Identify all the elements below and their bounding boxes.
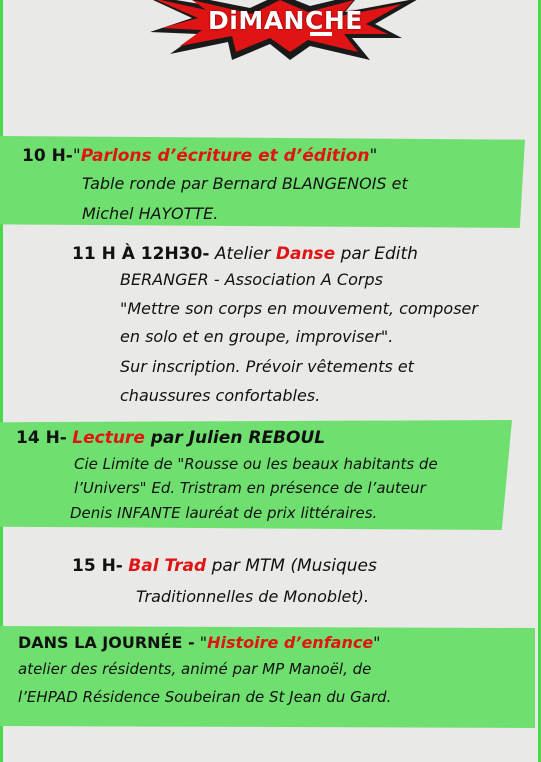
- event-title: Danse: [275, 244, 336, 264]
- page-title: DiMANCHE: [208, 6, 363, 35]
- event-suffix: par MTM (Musiques: [206, 556, 377, 576]
- event-suffix: par Julien REBOUL: [144, 428, 326, 448]
- event-heading: [72, 244, 418, 264]
- quote-mark: ": [199, 633, 208, 652]
- event-heading: [22, 146, 377, 166]
- event-prefix: Atelier: [214, 244, 276, 264]
- event-time: 15 H-: [72, 556, 123, 576]
- quote-mark: ": [72, 146, 81, 166]
- event-title: Parlons d’écriture et d’édition: [80, 146, 370, 166]
- event-detail: BERANGER - Association A Corps: [120, 270, 383, 289]
- event-detail: "Mettre son corps en mouvement, composer: [120, 299, 478, 318]
- event-detail: atelier des résidents, animé par MP Manoël, de: [18, 660, 372, 678]
- event-suffix: par Edith: [335, 244, 418, 264]
- event-detail: Table ronde par Bernard BLANGENOIS et: [82, 174, 408, 193]
- event-detail: l’Univers" Ed. Tristram en présence de l’auteur: [74, 479, 426, 497]
- event-detail: Denis INFANTE lauréat de prix littéraires.: [70, 504, 378, 522]
- event-detail: Sur inscription. Prévoir vêtements et: [120, 357, 414, 376]
- event-heading: [18, 633, 381, 652]
- event-detail: chaussures confortables.: [120, 386, 321, 405]
- event-title: Histoire d’enfance: [207, 633, 374, 652]
- event-time: 11 H À 12H30-: [72, 244, 210, 264]
- quote-mark: ": [373, 633, 381, 652]
- event-detail: l’EHPAD Résidence Soubeiran de St Jean du Gard.: [18, 688, 392, 706]
- quote-mark: ": [369, 146, 378, 166]
- event-detail: en solo et en groupe, improviser".: [120, 327, 394, 346]
- event-heading: [16, 428, 325, 448]
- event-time: DANS LA JOURNÉE -: [18, 633, 195, 652]
- event-time: 14 H-: [16, 428, 67, 448]
- event-title: Bal Trad: [128, 556, 207, 576]
- event-detail: Michel HAYOTTE.: [82, 204, 219, 223]
- event-heading: [72, 556, 377, 576]
- event-title: Lecture: [72, 428, 145, 448]
- event-detail: Cie Limite de "Rousse ou les beaux habitants de: [74, 455, 438, 473]
- event-time: 10 H-: [22, 146, 73, 166]
- event-detail: Traditionnelles de Monoblet).: [136, 587, 369, 606]
